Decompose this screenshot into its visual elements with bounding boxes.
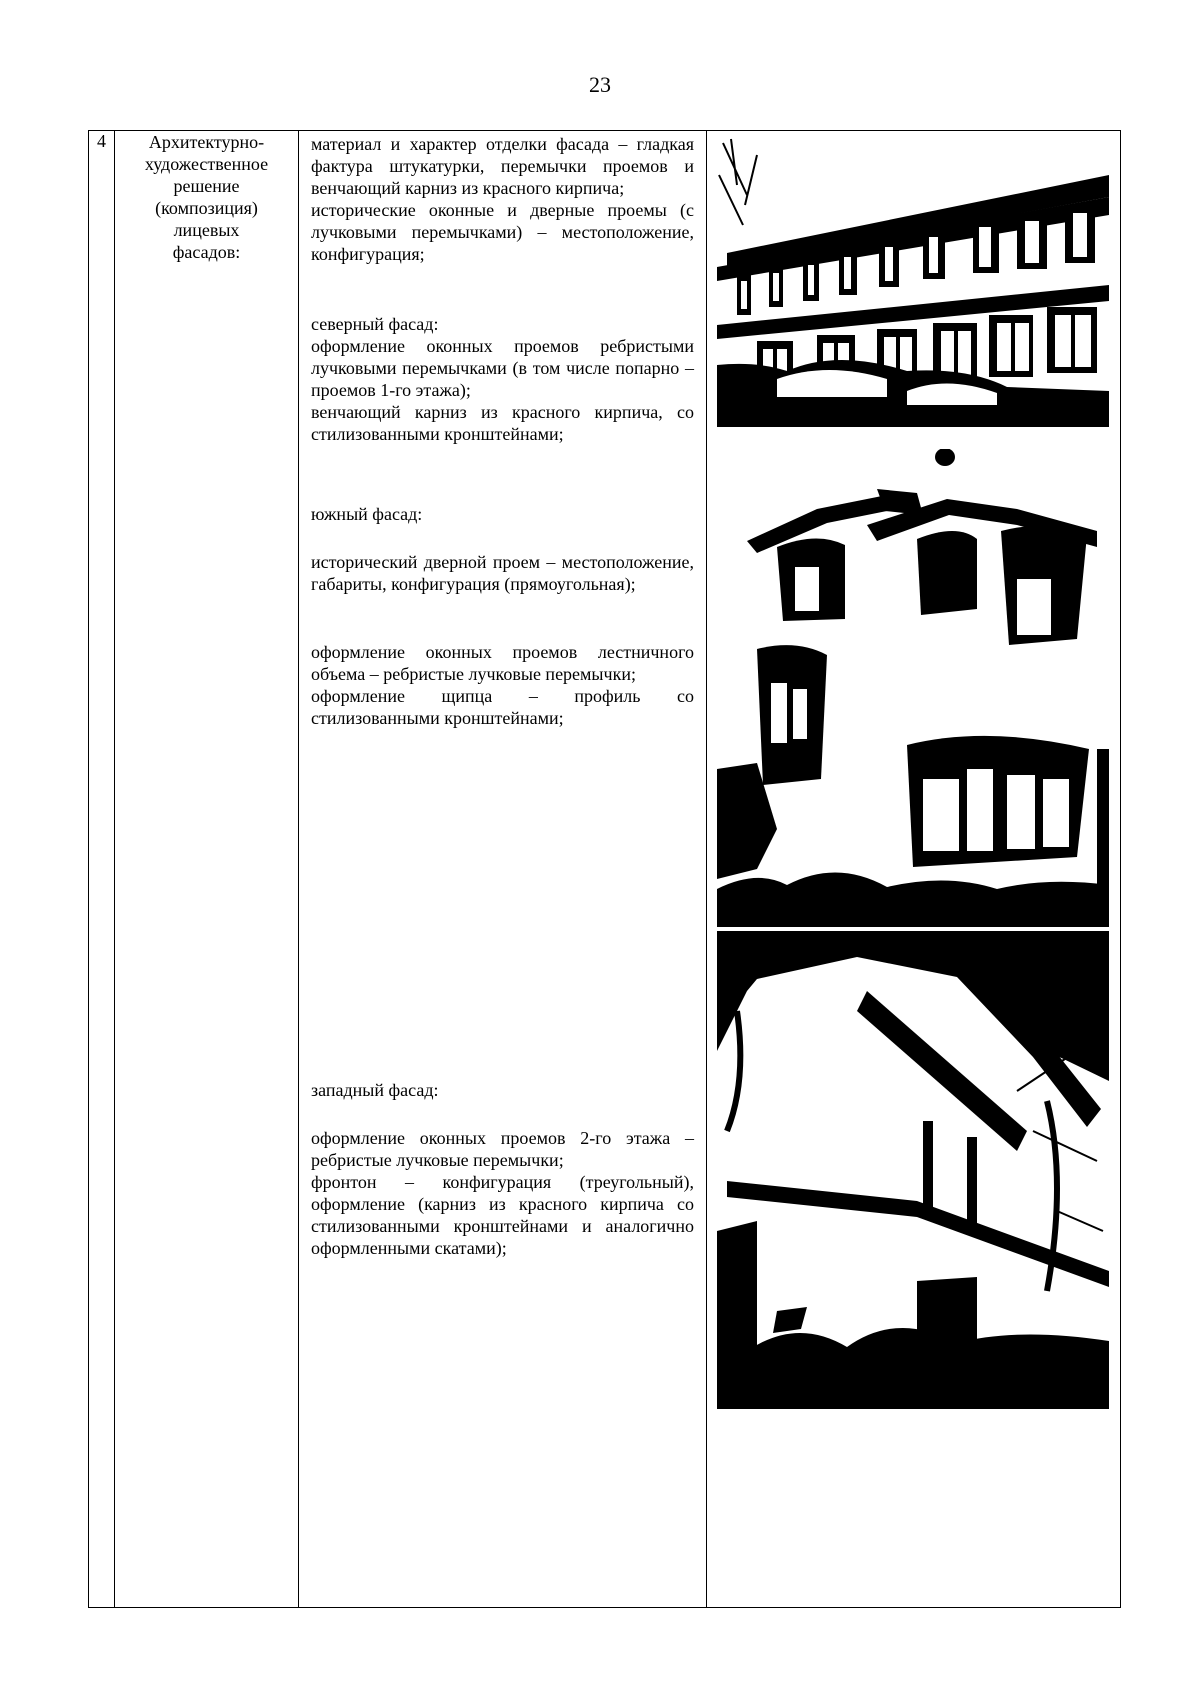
row-name-line: художественное	[144, 154, 269, 174]
south-facade-item: исторический дверной проем – местоположение, габариты, конфигурация (прямоугольная);	[311, 552, 694, 594]
row-name-line: решение	[173, 176, 240, 196]
row-name-line: фасадов:	[172, 242, 241, 262]
general-item: исторические оконные и дверные проемы (с лучковыми перемычками) – местоположение, конфигурация;	[311, 200, 694, 264]
page-number: 23	[589, 72, 611, 97]
south-facade-photo	[717, 449, 1109, 927]
north-facade-item: оформление оконных проемов ребристыми лучковыми перемычками (в том числе попарно – проемов 1-го этажа);	[311, 336, 694, 400]
west-facade-heading: западный фасад:	[311, 1080, 439, 1100]
north-facade-block	[311, 313, 694, 445]
row-name-line: Архитектурно-	[148, 132, 265, 152]
row-number: 4	[89, 131, 115, 1608]
north-facade-item: венчающий карниз из красного кирпича, со стилизованными кронштейнами;	[311, 402, 694, 444]
south-facade-heading: южный фасад:	[311, 504, 423, 524]
west-facade-block	[311, 1127, 694, 1259]
row-name-line: (композиция)	[155, 198, 258, 218]
general-block	[311, 133, 694, 265]
row-name-line: лицевых	[173, 220, 240, 240]
south-facade-block	[311, 641, 694, 729]
west-facade-item: оформление оконных проемов 2-го этажа – ребристые лучковые перемычки;	[311, 1128, 694, 1170]
south-facade-item: оформление щипца – профиль со стилизованными кронштейнами;	[311, 686, 694, 728]
north-facade-heading: северный фасад:	[311, 314, 439, 334]
north-facade-photo	[717, 135, 1109, 427]
west-facade-photo	[717, 931, 1109, 1409]
west-facade-item: фронтон – конфигурация (треугольный), оформление (карниз из красного кирпича со стилизованными кронштейнами и аналогично оформленными скатами);	[311, 1172, 694, 1258]
photo-cell	[707, 131, 1121, 1608]
monument-table	[88, 130, 1121, 1608]
general-item: материал и характер отделки фасада – гладкая фактура штукатурки, перемычки проемов и венчающий карниз из красного кирпича;	[311, 134, 694, 198]
row-name-cell	[115, 131, 299, 1608]
table-row	[89, 131, 1121, 1608]
description-cell	[299, 131, 707, 1608]
south-facade-item: оформление оконных проемов лестничного объема – ребристые лучковые перемычки;	[311, 642, 694, 684]
